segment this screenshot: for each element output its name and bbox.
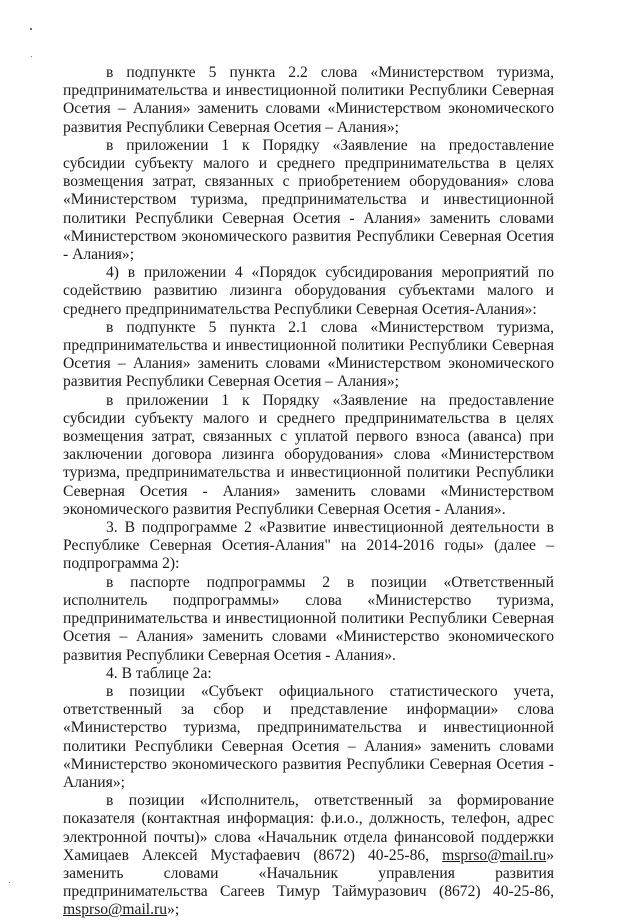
paragraph: 4. В таблице 2а: xyxy=(106,664,212,682)
email-link[interactable]: msprso@mail.ru xyxy=(442,846,547,864)
scan-speck xyxy=(30,28,32,30)
paragraph: в приложении 1 к Порядку «Заявление на предоставление субсидии субъекту малого и среднего предпринимательства в целях возмещения затрат, связанных с уплатой первого взноса (аванса) при заключении договора лизинга оборудования» слова «Министерством туризма, предпринимательства и инвестиционной политики Республики Северная Осетия - Алания» заменить словами «Министерством экономического развития Республики Северная Осетия - Алания». xyxy=(63,391,554,518)
paragraph: в подпункте 5 пункта 2.1 слова «Министерством туризма, предпринимательства и инвестиционной политики Республики Северная Осетия – Алания» заменить словами «Министерством экономического развития Республики Северная Осетия – Алания»; xyxy=(63,318,554,391)
paragraph-text: в позиции «Исполнитель, ответственный за формирование показателя (контактная информация: ф.и.о., должность, телефон, адрес электронной почты)» слова «Начальник отдела финансовой поддержки Хамицаев Алексей Мустафаевич (8672) 40-25-86, xyxy=(63,792,554,864)
paragraph: 4) в приложении 4 «Порядок субсидирования мероприятий по содействию развитию лизинга оборудования субъектами малого и среднего предпринимательства Республики Северная Осетия-Алания»: xyxy=(63,264,554,318)
paragraph: в паспорте подпрограммы 2 в позиции «Ответственный исполнитель подпрограммы» слова «Министерство туризма, предпринимательства и инвестиционной политики Республики Северная Осетия – Алания» заменить словами «Министерство экономического развития Республики Северная Осетия - Алания». xyxy=(63,573,554,664)
paragraph: в приложении 1 к Порядку «Заявление на предоставление субсидии субъекту малого и среднего предпринимательства в целях возмещения затрат, связанных с приобретением оборудования» слова «Министерством туризма, предпринимательства и инвестиционной политики Республики Северная Осетия - Алания» заменить словами «Министерством экономического развития Республики Северная Осетия - Алания»; xyxy=(63,136,554,264)
document-body xyxy=(63,64,554,920)
scan-speck xyxy=(31,56,32,57)
paragraph-final xyxy=(63,792,554,919)
paragraph: 3. В подпрограмме 2 «Развитие инвестиционной деятельности в Республике Северная Осетия-Алания" на 2014-2016 годы» (далее – подпрограмма 2): xyxy=(63,519,554,573)
email-link[interactable]: msprso@mail.ru xyxy=(63,901,168,919)
paragraph-text: »; xyxy=(167,901,180,919)
paragraph: в подпункте 5 пункта 2.2 слова «Министерством туризма, предпринимательства и инвестиционной политики Республики Северная Осетия – Алания» заменить словами «Министерством экономического развития Республики Северная Осетия – Алания»; xyxy=(63,64,554,136)
paragraph: в позиции «Субъект официального статистического учета, ответственный за сбор и представление информации» слова «Министерство туризма, предпринимательства и инвестиционной политики Республики Северная Осетия – Алания» заменить словами «Министерство экономического развития Республики Северная Осетия - Алания»; xyxy=(63,682,554,791)
scan-speck xyxy=(9,882,10,883)
paragraph-text: » заменить словами «Начальник управления развития предпринимательства Сагеев Тимур Таймуразович (8672) 40-25-86, xyxy=(63,846,554,901)
